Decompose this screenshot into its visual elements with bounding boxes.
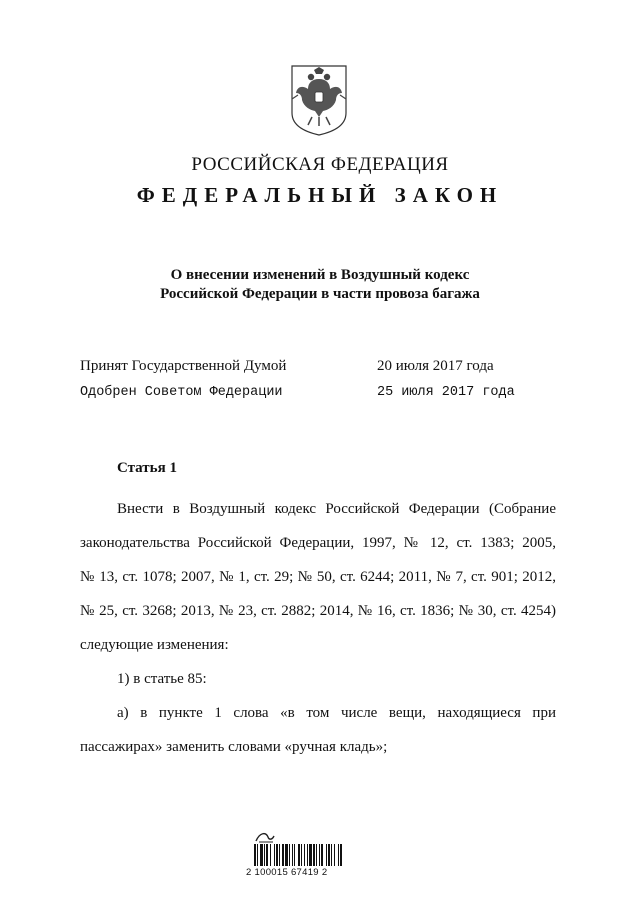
sub-item-line: пассажирах» заменить словами «ручная кладь»; <box>80 739 388 755</box>
registration-mark-icon <box>254 830 276 844</box>
barcode-bar <box>326 844 327 866</box>
law-subject <box>0 266 640 304</box>
barcode-bar <box>264 844 265 866</box>
barcode-bar <box>340 844 342 866</box>
country-name: РОССИЙСКАЯ ФЕДЕРАЦИЯ <box>191 154 449 175</box>
barcode-bar <box>309 844 312 866</box>
article-body <box>80 492 556 764</box>
barcode-bar <box>338 844 339 866</box>
barcode-bar <box>257 844 258 866</box>
barcode-number: 2 100015 67419 2 <box>246 867 328 878</box>
barcode-bar <box>292 844 293 866</box>
barcode-bar <box>316 844 317 866</box>
barcode-bar <box>270 844 271 866</box>
barcode-bar <box>254 844 256 866</box>
sub-item-line: а) в пункте 1 слова «в том числе вещи, находящиеся при <box>117 705 556 721</box>
barcode-bar <box>266 844 268 866</box>
barcode-bar <box>279 844 280 866</box>
double-headed-eagle-icon <box>288 63 350 137</box>
barcode-bar <box>260 844 263 866</box>
barcode-bar <box>282 844 284 866</box>
barcode-bar <box>313 844 315 866</box>
paragraph-line: следующие изменения: <box>80 637 229 653</box>
barcode-bar <box>319 844 320 866</box>
barcode-bar <box>321 844 323 866</box>
article-heading: Статья 1 <box>117 460 177 476</box>
paragraph-line: № 13, ст. 1078; 2007, № 1, ст. 29; № 50, ст. 6244; 2011, № 7, ст. 901; 2012, <box>80 569 556 585</box>
list-item: 1) в статье 85: <box>117 671 207 687</box>
barcode-bar <box>274 844 275 866</box>
paragraph-line: законодательства Российской Федерации, 1997, № 12, ст. 1383; 2005, <box>80 535 556 551</box>
document-type-title: ФЕДЕРАЛЬНЫЙ ЗАКОН <box>136 183 504 207</box>
adoption-label: Принят Государственной Думой <box>80 358 287 374</box>
document-barcode <box>246 830 394 880</box>
law-subject-line: О внесении изменений в Воздушный кодекс <box>170 267 470 283</box>
barcode-bar <box>294 844 295 866</box>
barcode-bar <box>331 844 332 866</box>
barcode-bar <box>328 844 330 866</box>
adoption-date: 20 июля 2017 года <box>377 358 494 374</box>
barcode-bar <box>307 844 308 866</box>
adoption-date: 25 июля 2017 года <box>377 385 515 400</box>
coat-of-arms-emblem <box>288 63 350 137</box>
law-subject-line: Российской Федерации в части провоза багажа <box>160 286 480 302</box>
paragraph-line: Внести в Воздушный кодекс Российской Федерации (Собрание <box>117 501 556 517</box>
barcode-bar <box>334 844 335 866</box>
barcode-bar <box>298 844 300 866</box>
barcode-bar <box>301 844 302 866</box>
barcode-bar <box>289 844 290 866</box>
barcode-bars <box>254 844 390 866</box>
paragraph-line: № 25, ст. 3268; 2013, № 23, ст. 2882; 2014, № 16, ст. 1836; № 30, ст. 4254) <box>80 603 556 619</box>
barcode-bar <box>304 844 305 866</box>
barcode-bar <box>276 844 278 866</box>
barcode-bar <box>285 844 288 866</box>
adoption-label: Одобрен Советом Федерации <box>80 385 283 400</box>
